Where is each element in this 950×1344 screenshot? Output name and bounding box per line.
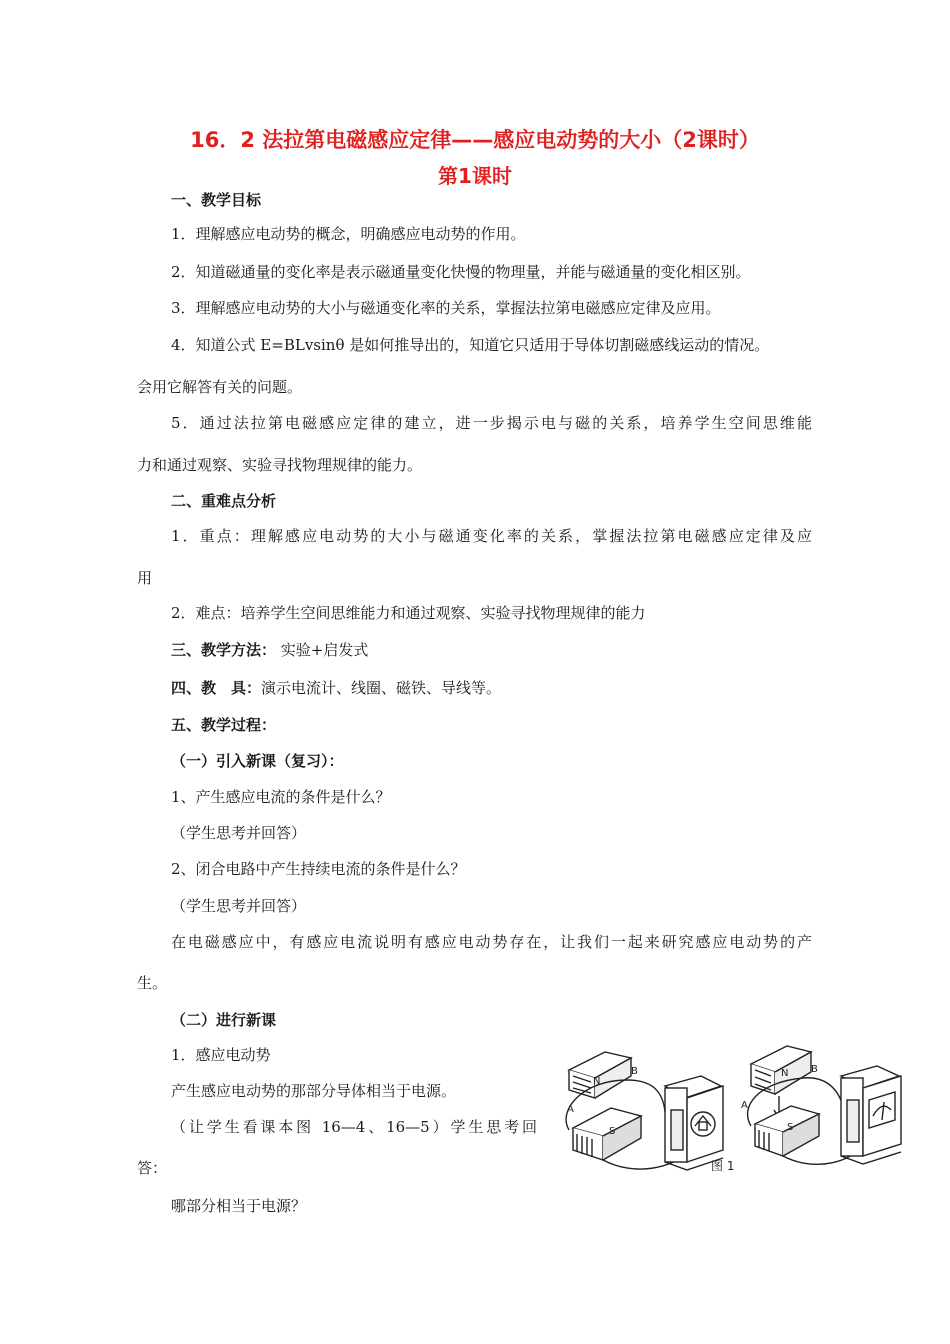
tools-line xyxy=(171,678,501,698)
method-line xyxy=(171,640,368,660)
emf-paragraph: 产生感应电动势的那部分导体相当于电源。 xyxy=(171,1082,457,1100)
document-title: 16．2 法拉第电磁感应定律——感应电动势的大小（2课时） xyxy=(190,128,760,152)
lesson-subtitle: 第1课时 xyxy=(438,164,512,188)
label-n-right: N xyxy=(781,1068,789,1079)
intro-question-1: 1、产生感应电流的条件是什么？ xyxy=(171,788,391,806)
objective-item-2: 2．知道磁通量的变化率是表示磁通量变化快慢的物理量，并能与磁通量的变化相区别。 xyxy=(171,263,751,281)
label-b-right: B xyxy=(811,1064,818,1075)
label-s-left: S xyxy=(609,1126,616,1137)
emf-question: 哪部分相当于电源？ xyxy=(171,1197,307,1215)
intro-question-2: 2、闭合电路中产生持续电流的条件是什么？ xyxy=(171,860,466,878)
galvanometer-right xyxy=(841,1066,901,1164)
method-label: 三、教学方法： xyxy=(171,641,277,659)
objective-item-1: 1．理解感应电动势的概念，明确感应电动势的作用。 xyxy=(171,225,526,243)
label-a-right: A xyxy=(741,1100,748,1111)
tools-value: 演示电流计、线圈、磁铁、导线等。 xyxy=(261,679,502,697)
method-value: 实验+启发式 xyxy=(280,641,369,659)
objective-item-4: 4．知道公式 E=BLvsinθ 是如何推导出的，知道它只适用于导体切割磁感线运动的情况。 xyxy=(171,336,770,354)
section-heading-objectives: 一、教学目标 xyxy=(171,191,262,209)
galvanometer-left xyxy=(665,1076,723,1170)
emf-instruction: （让学生看课本图 16—4、16—5）学生思考回 xyxy=(171,1118,537,1136)
magnet-n-left xyxy=(569,1052,631,1098)
subsection-heading-new: （二）进行新课 xyxy=(171,1011,277,1029)
coil-s-left xyxy=(573,1108,641,1160)
emf-instruction-cont: 答： xyxy=(137,1159,168,1177)
intro-paragraph: 在电磁感应中，有感应电流说明有感应电动势存在，让我们一起来研究感应电动势的产 xyxy=(171,933,812,951)
tools-label: 四、教 具： xyxy=(171,679,262,697)
intro-answer-1: （学生思考并回答） xyxy=(171,824,307,842)
figure-caption: 图 1 xyxy=(711,1159,735,1173)
label-a-left: A xyxy=(567,1104,574,1115)
key-point-item-1: 1．重点：理解感应电动势的大小与磁通变化率的关系，掌握法拉第电磁感应定律及应 xyxy=(171,527,812,545)
topic-heading-emf: 1．感应电动势 xyxy=(171,1046,271,1064)
objective-item-5: 5．通过法拉第电磁感应定律的建立，进一步揭示电与磁的关系，培养学生空间思维能 xyxy=(171,414,812,432)
key-point-item-2: 2．难点：培养学生空间思维能力和通过观察、实验寻找物理规律的能力 xyxy=(171,604,646,622)
section-heading-process: 五、教学过程： xyxy=(171,716,277,734)
subsection-heading-intro: （一）引入新课（复习）： xyxy=(171,752,344,770)
figure-1-apparatus xyxy=(553,1030,921,1180)
label-s-right: S xyxy=(787,1122,794,1133)
intro-answer-2: （学生思考并回答） xyxy=(171,897,307,915)
objective-item-3: 3．理解感应电动势的大小与磁通变化率的关系，掌握法拉第电磁感应定律及应用。 xyxy=(171,299,721,317)
section-heading-key-points: 二、重难点分析 xyxy=(171,492,277,510)
key-point-item-1-cont: 用 xyxy=(137,569,153,587)
objective-item-5-cont: 力和通过观察、实验寻找物理规律的能力。 xyxy=(137,456,423,474)
intro-paragraph-cont: 生。 xyxy=(137,974,168,992)
objective-item-4-cont: 会用它解答有关的问题。 xyxy=(137,378,303,396)
label-b-left: B xyxy=(631,1066,638,1077)
label-n-left: N xyxy=(593,1076,601,1087)
